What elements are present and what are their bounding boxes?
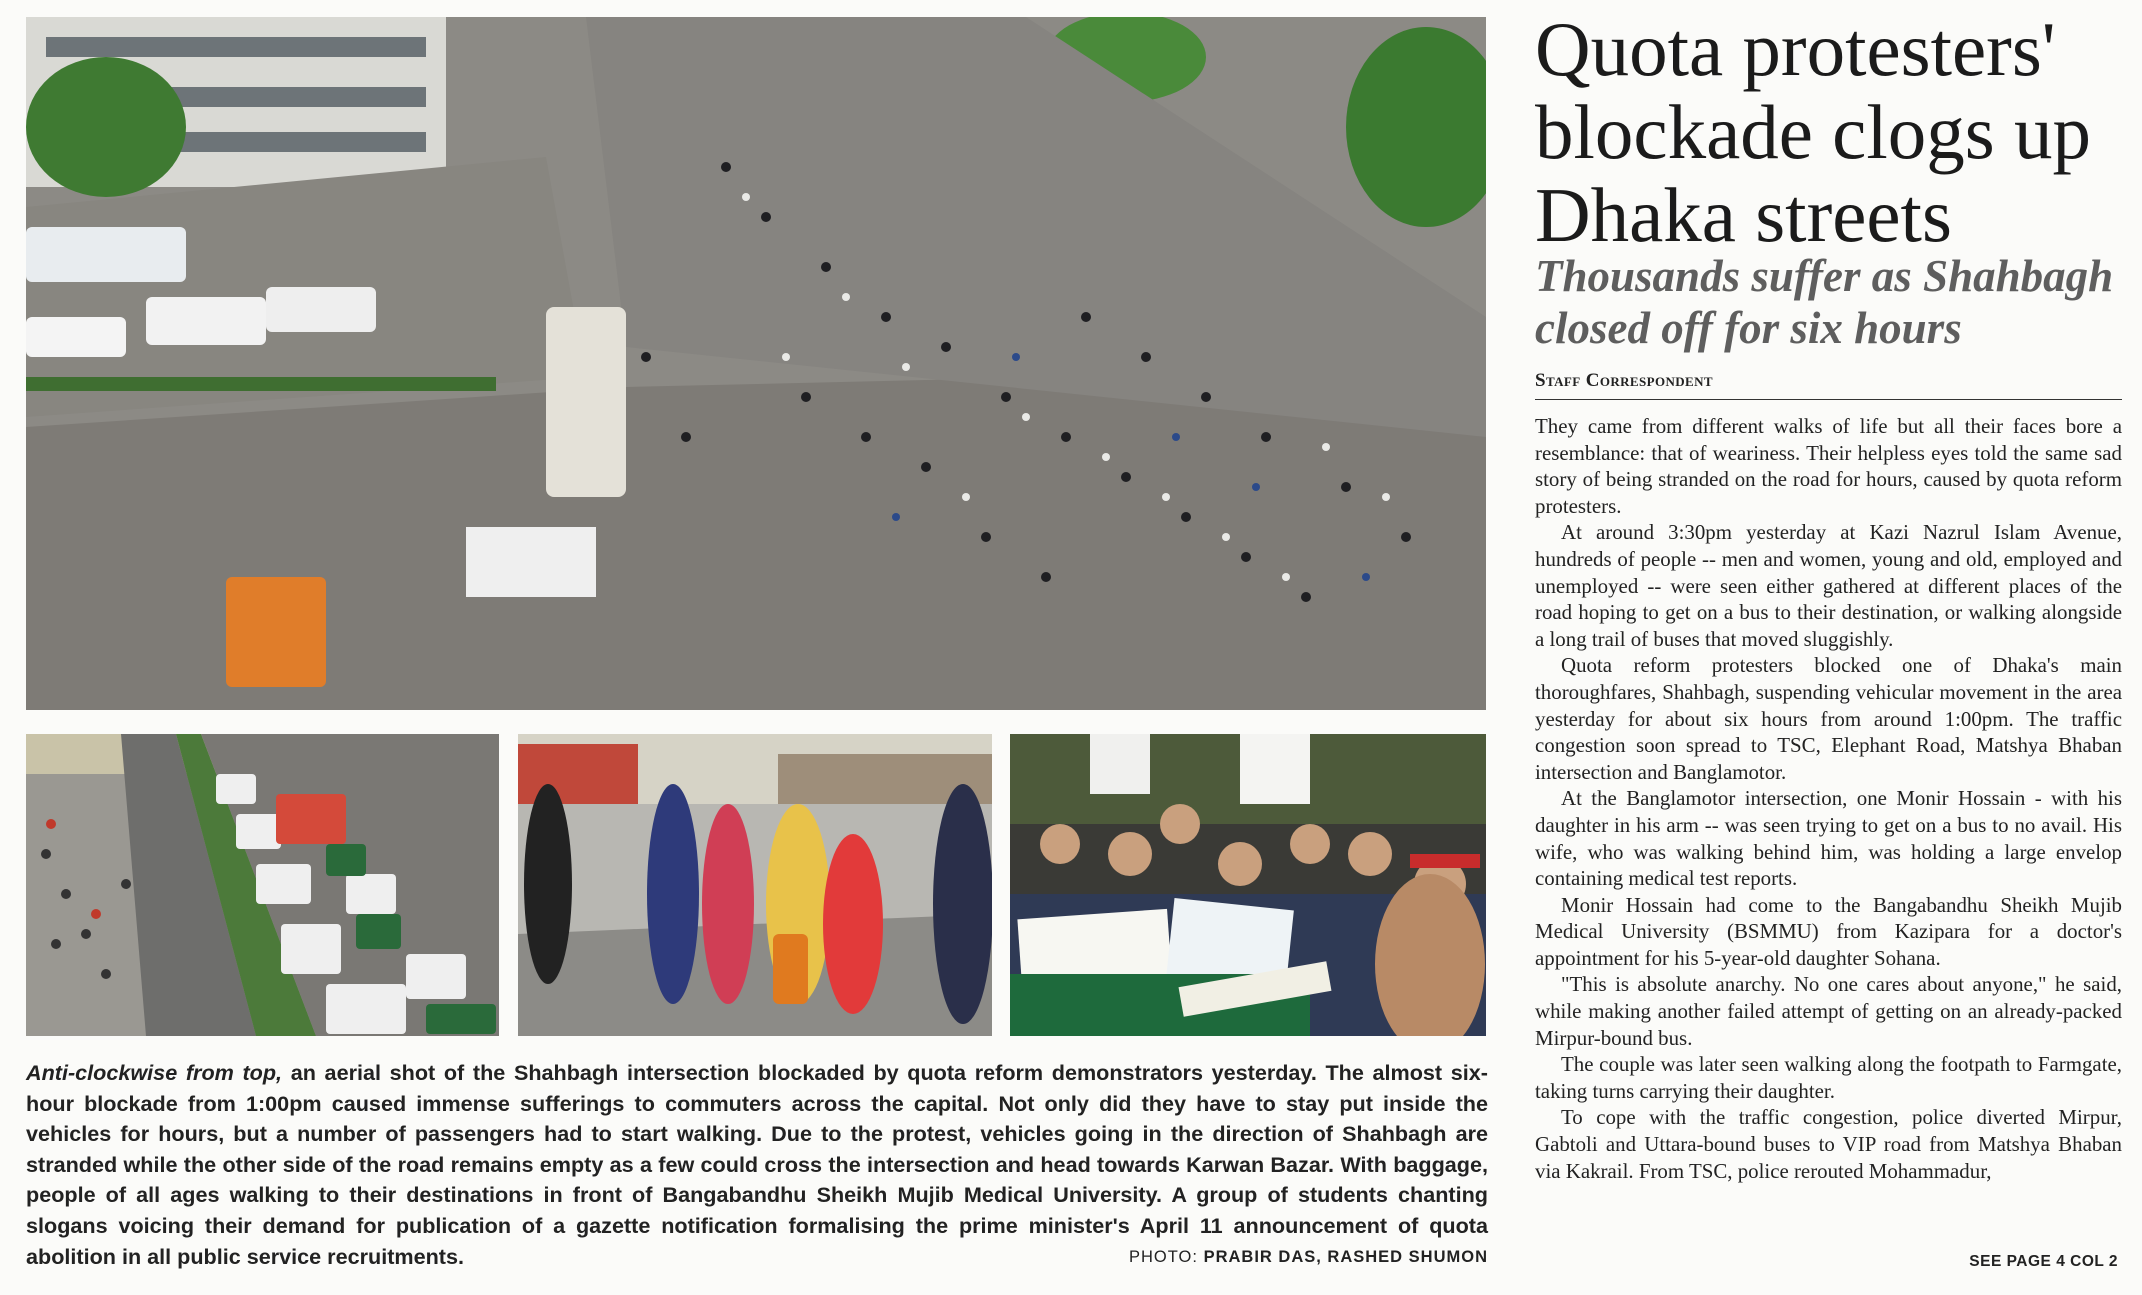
protest-photo-graphic: [1010, 734, 1486, 1036]
byline: Staff Correspondent: [1535, 370, 1713, 391]
commuters-walking-photo: [518, 734, 992, 1036]
aerial-photo-graphic: [26, 17, 1486, 710]
story-paragraph: They came from different walks of life but all their faces bore a resemblance: that of weariness. Their helpless eyes told the same sad story of being stranded on the road for hours, caused by quota reform protesters.: [1535, 414, 2122, 518]
story-body: [1535, 413, 2122, 1184]
story-paragraph: At around 3:30pm yesterday at Kazi Nazrul Islam Avenue, hundreds of people -- men and women, young and old, employed and unemployed -- were seen either gathered at different places of the road hoping to get on a bus to their destination, or walking alongside a long trail of buses that moved sluggishly.: [1535, 520, 2122, 651]
continued-jump-line: SEE PAGE 4 COL 2: [1969, 1253, 2118, 1270]
story-paragraph: "This is absolute anarchy. No one cares about anyone," he said, while making another failed attempt of getting on an already-packed Mirpur-bound bus.: [1535, 972, 2122, 1050]
caption-lead: Anti-clockwise from top,: [26, 1060, 283, 1085]
photo-credit: [1129, 1248, 1488, 1267]
photo-caption: [26, 1058, 1488, 1272]
caption-body: an aerial shot of the Shahbagh intersection blockaded by quota reform demonstrators yesterday. The almost six-hour blockade from 1:00pm caused immense sufferings to commuters across the capital. Not only did they have to stay put inside the vehicles for hours, but a number of passengers had to start walking. Due to the protest, vehicles going in the direction of Shahbagh are stranded while the other side of the road remains empty as a few could cross the intersection and head towards Karwan Bazar. With baggage, people of all ages walking to their destinations in front of Bangabandhu Sheikh Mujib Medical University. A group of students chanting slogans voicing their demand for publication of a gazette notification formalising the prime minister's April 11 announcement of quota abolition in all public service recruitments.: [26, 1060, 1488, 1269]
credit-label: PHOTO:: [1129, 1248, 1198, 1266]
story-paragraph: Quota reform protesters blocked one of Dhaka's main thoroughfares, Shahbagh, suspending vehicular movement in the area yesterday for about six hours from around 1:00pm. The traffic congestion soon spread to TSC, Elephant Road, Matshya Bhaban intersection and Banglamotor.: [1535, 653, 2122, 784]
headline: Quota protesters' blockade clogs up Dhaka streets: [1535, 6, 2091, 258]
aerial-intersection-photo: [26, 17, 1486, 710]
story-paragraph: At the Banglamotor intersection, one Monir Hossain - with his daughter in his arm -- was seen trying to get on a bus to no avail. His wife, who was walking behind him, was holding a large envelop containing medical test reports.: [1535, 786, 2122, 891]
stranded-traffic-photo: [26, 734, 499, 1036]
byline-rule: [1535, 399, 2122, 400]
story-paragraph: To cope with the traffic congestion, police diverted Mirpur, Gabtoli and Uttara-bound buses to VIP road from Matshya Bhaban via Kakrail. From TSC, police rerouted Mohammadur,: [1535, 1105, 2122, 1183]
walkers-photo-graphic: [518, 734, 992, 1036]
story-paragraph: Monir Hossain had come to the Bangabandhu Sheikh Mujib Medical University (BSMMU) from Kazipara for a doctor's appointment for his 5-year-old daughter Sohana.: [1535, 892, 2122, 970]
credit-names: PRABIR DAS, RASHED SHUMON: [1203, 1248, 1488, 1266]
traffic-photo-graphic: [26, 734, 499, 1036]
students-protest-photo: [1010, 734, 1486, 1036]
story-paragraph: The couple was later seen walking along the footpath to Farmgate, taking turns carrying their daughter.: [1535, 1052, 2122, 1103]
subheadline: Thousands suffer as Shahbagh closed off for six hours: [1535, 251, 2114, 353]
